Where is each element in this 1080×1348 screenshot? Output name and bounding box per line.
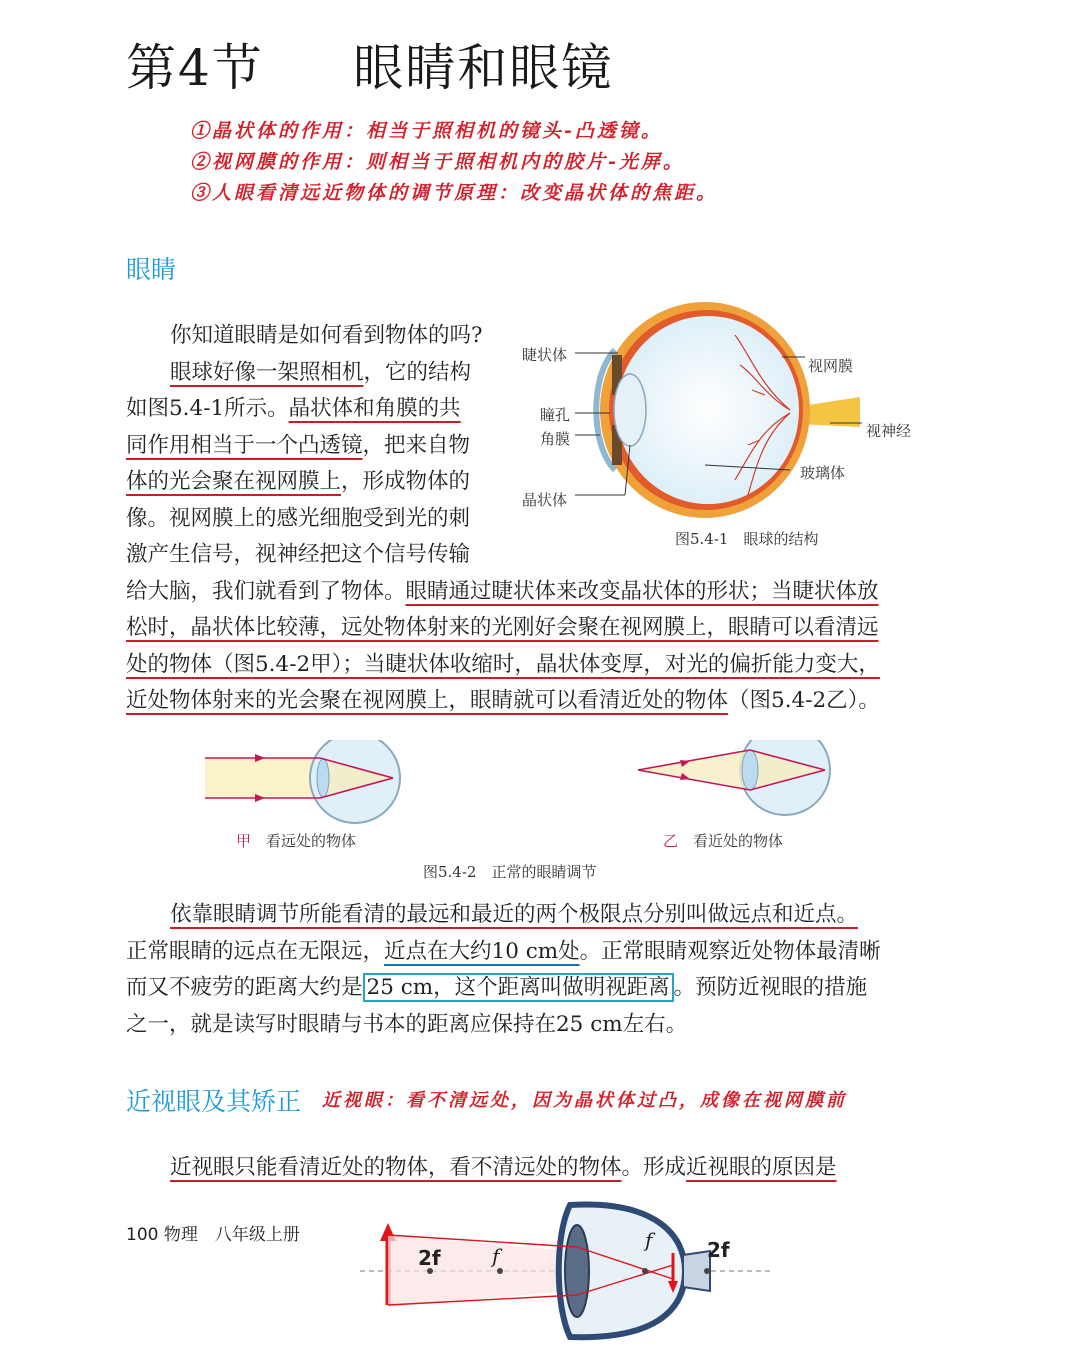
label-retina: 视网膜 bbox=[808, 357, 854, 375]
eye-accommodation-diagram bbox=[200, 740, 840, 835]
note-myopia: 近视眼：看不清远处，因为晶状体过凸，成像在视网膜前 bbox=[322, 1090, 847, 1111]
p1-line5: 体的光会聚在视网膜上，形成物体的 bbox=[126, 469, 471, 494]
figure-5-4-1-caption: 图5.4-1 眼球的结构 bbox=[675, 530, 819, 548]
p1-line4: 同作用相当于一个凸透镜，把来自物 bbox=[126, 432, 471, 458]
p1-line8: 给大脑，我们就看到了物体。眼睛通过睫状体来改变晶状体的形状；当睫状体放 bbox=[126, 578, 879, 604]
p1-line11: 近处物体射来的光会聚在视网膜上，眼睛就可以看清近处的物体（图5.4-2乙）。 bbox=[126, 688, 880, 713]
paragraph-near-far-point bbox=[126, 897, 926, 1043]
p1-line7: 激产生信号，视神经把这个信号传输 bbox=[126, 542, 471, 567]
distance-of-distinct-vision-box: 25 cm，这个距离叫做明视距离 bbox=[363, 973, 674, 1002]
p2-line4: 之一，就是读写时眼睛与书本的距离应保持在25 cm左右。 bbox=[126, 1011, 688, 1037]
p2-line3: 而又不疲劳的距离大约是 25 cm，这个距离叫做明视距离 。预防近视眼的措施 bbox=[126, 975, 868, 1000]
label-cornea: 角膜 bbox=[540, 430, 571, 448]
label-ciliary: 睫状体 bbox=[522, 346, 568, 364]
lens-bulge bbox=[565, 1225, 589, 1317]
note-2: ②视网膜的作用：则相当于照相机内的胶片-光屏。 bbox=[190, 151, 685, 173]
label-lens: 晶状体 bbox=[522, 491, 568, 509]
p2-line2: 正常眼睛的远点在无限远，近点在大约10 cm处。正常眼睛观察近处物体最清晰 bbox=[126, 938, 881, 964]
p1-line3: 如图5.4-1所示。晶状体和角膜的共 bbox=[126, 396, 461, 421]
p1-line9: 松时，晶状体比较薄，远处物体射来的光刚好会聚在视网膜上，眼睛可以看清远 bbox=[126, 615, 879, 640]
label-f-left: f bbox=[492, 1244, 500, 1268]
label-2f-left: 2f bbox=[418, 1246, 441, 1270]
p1-line2: 眼球好像一架照相机，它的结构 bbox=[170, 359, 472, 385]
section-heading-eye: 眼睛 bbox=[126, 255, 177, 284]
section-heading-myopia: 近视眼及其矫正 bbox=[126, 1087, 302, 1116]
label-2f-right: 2f bbox=[707, 1238, 730, 1262]
fig2-b-label: 乙 看近处的物体 bbox=[663, 832, 784, 850]
section-number: 第4节 bbox=[126, 39, 264, 97]
p1-line6: 像。视网膜上的感光细胞受到光的刺 bbox=[126, 505, 471, 531]
page-footer: 100 物理 八年级上册 bbox=[126, 1225, 300, 1245]
eye-near-diagram bbox=[638, 740, 830, 815]
label-f-right: f bbox=[645, 1228, 653, 1252]
p2-line1: 依靠眼睛调节所能看清的最远和最近的两个极限点分别叫做远点和近点。 bbox=[170, 902, 859, 927]
eye-far-diagram bbox=[205, 740, 400, 823]
section-name: 眼睛和眼镜 bbox=[353, 39, 614, 97]
paragraph-myopia: 近视眼只能看清近处的物体，看不清远处的物体。形成近视眼的原因是 bbox=[170, 1155, 837, 1180]
figure-5-4-2-caption: 图5.4-2 正常的眼睛调节 bbox=[423, 863, 597, 881]
note-1: ①晶状体的作用：相当于照相机的镜头-凸透镜。 bbox=[190, 120, 663, 142]
eyeball-diagram bbox=[520, 295, 940, 525]
p1-line10: 处的物体（图5.4-2甲）；当睫状体收缩时，晶状体变厚，对光的偏折能力变大， bbox=[126, 651, 880, 677]
p1-line1: 你知道眼睛是如何看到物体的吗? bbox=[170, 323, 483, 348]
lens-shape bbox=[614, 374, 646, 446]
fig2-a-label: 甲 看远处的物体 bbox=[236, 832, 357, 850]
myopia-ray-diagram bbox=[355, 1195, 775, 1345]
page-title bbox=[126, 28, 613, 100]
label-pupil: 瞳孔 bbox=[540, 406, 571, 424]
note-3: ③人眼看清远近物体的调节原理：改变晶状体的焦距。 bbox=[190, 182, 719, 204]
label-vitreous: 玻璃体 bbox=[800, 464, 846, 482]
label-optic-nerve: 视神经 bbox=[866, 422, 912, 440]
